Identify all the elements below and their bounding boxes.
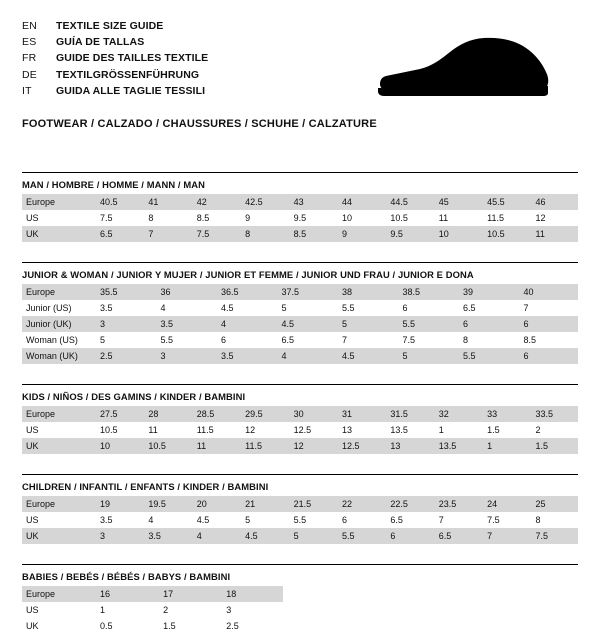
- cell: 41: [142, 194, 190, 210]
- language-title: TEXTILGRÖSSENFÜHRUNG: [56, 68, 200, 81]
- cell: 35.5: [94, 284, 155, 300]
- row-label: US: [22, 422, 94, 438]
- cell: 3: [94, 528, 142, 544]
- group-title-man: MAN / HOMBRE / HOMME / MANN / MAN: [22, 179, 205, 190]
- size-table-babies: [22, 586, 283, 634]
- cell: 25: [530, 496, 578, 512]
- language-row-fr: [22, 50, 208, 66]
- cell: 1: [433, 422, 481, 438]
- cell: 7: [433, 512, 481, 528]
- cell: 8.5: [288, 226, 336, 242]
- cell: 5: [288, 528, 336, 544]
- row-label: UK: [22, 618, 94, 634]
- group-divider: [22, 384, 578, 385]
- table-row: [22, 406, 578, 422]
- cell: 42.5: [239, 194, 287, 210]
- cell: 10.5: [384, 210, 432, 226]
- cell: 7: [518, 300, 579, 316]
- cell: 2.5: [94, 348, 155, 364]
- cell: 3.5: [142, 528, 190, 544]
- cell: 3: [220, 602, 283, 618]
- cell: 6: [518, 316, 579, 332]
- language-code: IT: [22, 84, 32, 97]
- cell: 40: [518, 284, 579, 300]
- cell: 3: [155, 348, 216, 364]
- cell: 5.5: [397, 316, 458, 332]
- cell: 4: [155, 300, 216, 316]
- size-table-kids: [22, 406, 578, 454]
- cell: 6: [518, 348, 579, 364]
- cell: 45: [433, 194, 481, 210]
- cell: 30: [288, 406, 336, 422]
- cell: 4: [276, 348, 337, 364]
- language-code: ES: [22, 36, 37, 49]
- cell: 8: [239, 226, 287, 242]
- cell: 11: [433, 210, 481, 226]
- cell: 1.5: [530, 438, 578, 454]
- row-label: Woman (UK): [22, 348, 94, 364]
- cell: 43: [288, 194, 336, 210]
- cell: 8: [530, 512, 578, 528]
- section-title-footwear: FOOTWEAR / CALZADO / CHAUSSURES / SCHUHE / CALZATURE: [22, 118, 377, 130]
- cell: 21.5: [288, 496, 336, 512]
- cell: 20: [191, 496, 239, 512]
- cell: 45.5: [481, 194, 529, 210]
- cell: 28.5: [191, 406, 239, 422]
- cell: 4.5: [215, 300, 276, 316]
- cell: 33.5: [530, 406, 578, 422]
- cell: 6.5: [433, 528, 481, 544]
- cell: 13: [336, 422, 384, 438]
- cell: 6.5: [94, 226, 142, 242]
- cell: 46: [530, 194, 578, 210]
- cell: 10: [336, 210, 384, 226]
- cell: 38: [336, 284, 397, 300]
- group-title-kids: KIDS / NIÑOS / DES GAMINS / KINDER / BAMBINI: [22, 391, 246, 402]
- cell: 42: [191, 194, 239, 210]
- table-row: [22, 618, 283, 634]
- cell: 5.5: [155, 332, 216, 348]
- cell: 21: [239, 496, 287, 512]
- table-row: [22, 284, 578, 300]
- cell: 5: [276, 300, 337, 316]
- cell: 7.5: [481, 512, 529, 528]
- size-table-man: [22, 194, 578, 242]
- cell: 4.5: [239, 528, 287, 544]
- cell: 10: [433, 226, 481, 242]
- cell: 19.5: [142, 496, 190, 512]
- row-label: Junior (UK): [22, 316, 94, 332]
- cell: 7.5: [191, 226, 239, 242]
- table-row: [22, 496, 578, 512]
- cell: 5: [336, 316, 397, 332]
- language-code: EN: [22, 20, 37, 32]
- cell: 27.5: [94, 406, 142, 422]
- group-divider: [22, 262, 578, 263]
- cell: 22.5: [384, 496, 432, 512]
- cell: 11: [142, 422, 190, 438]
- row-label: Europe: [22, 406, 94, 422]
- row-label: US: [22, 512, 94, 528]
- cell: 8.5: [191, 210, 239, 226]
- cell: 5.5: [457, 348, 518, 364]
- cell: 3.5: [155, 316, 216, 332]
- language-row-es: [22, 34, 208, 50]
- cell: 2.5: [220, 618, 283, 634]
- table-row: [22, 512, 578, 528]
- table-row: [22, 226, 578, 242]
- cell: 6.5: [384, 512, 432, 528]
- cell: 17: [157, 586, 220, 602]
- group-title-babies: BABIES / BEBÉS / BÉBÉS / BABYS / BAMBINI: [22, 571, 231, 582]
- cell: 12: [239, 422, 287, 438]
- cell: 1.5: [157, 618, 220, 634]
- cell: 11.5: [481, 210, 529, 226]
- row-label: UK: [22, 226, 94, 242]
- size-table-junior-woman: [22, 284, 578, 364]
- row-label: UK: [22, 438, 94, 454]
- cell: 33: [481, 406, 529, 422]
- cell: 6: [457, 316, 518, 332]
- cell: 10: [94, 438, 142, 454]
- cell: 5: [397, 348, 458, 364]
- group-divider: [22, 564, 578, 565]
- cell: 38.5: [397, 284, 458, 300]
- dress-shoe-icon: [374, 36, 550, 103]
- cell: 18: [220, 586, 283, 602]
- cell: 11.5: [239, 438, 287, 454]
- group-title-junior-woman: JUNIOR & WOMAN / JUNIOR Y MUJER / JUNIOR ET FEMME / JUNIOR UND FRAU / JUNIOR E DONA: [22, 269, 474, 280]
- cell: 2: [157, 602, 220, 618]
- table-row: [22, 194, 578, 210]
- group-children: [22, 474, 578, 544]
- cell: 28: [142, 406, 190, 422]
- cell: 5.5: [336, 300, 397, 316]
- language-title: TEXTILE SIZE GUIDE: [56, 20, 164, 32]
- row-label: US: [22, 210, 94, 226]
- cell: 3: [94, 316, 155, 332]
- cell: 5: [239, 512, 287, 528]
- group-man: [22, 172, 578, 242]
- cell: 39: [457, 284, 518, 300]
- language-code: DE: [22, 68, 37, 81]
- cell: 11.5: [191, 422, 239, 438]
- cell: 32: [433, 406, 481, 422]
- cell: 7: [142, 226, 190, 242]
- cell: 10.5: [142, 438, 190, 454]
- cell: 40.5: [94, 194, 142, 210]
- cell: 2: [530, 422, 578, 438]
- cell: 4.5: [336, 348, 397, 364]
- language-title-list: [22, 18, 208, 99]
- row-label: Woman (US): [22, 332, 94, 348]
- row-label: Junior (US): [22, 300, 94, 316]
- cell: 9: [239, 210, 287, 226]
- language-row-en: [22, 18, 208, 34]
- cell: 5: [94, 332, 155, 348]
- group-babies: [22, 564, 578, 634]
- cell: 29.5: [239, 406, 287, 422]
- group-junior-woman: [22, 262, 578, 364]
- size-table-children: [22, 496, 578, 544]
- cell: 8: [142, 210, 190, 226]
- row-label: Europe: [22, 194, 94, 210]
- cell: 3.5: [215, 348, 276, 364]
- header: [22, 18, 578, 103]
- cell: 4.5: [276, 316, 337, 332]
- cell: 10.5: [481, 226, 529, 242]
- table-row: [22, 422, 578, 438]
- cell: 9: [336, 226, 384, 242]
- cell: 12: [530, 210, 578, 226]
- cell: 6: [336, 512, 384, 528]
- cell: 37.5: [276, 284, 337, 300]
- table-row: [22, 210, 578, 226]
- cell: 3.5: [94, 300, 155, 316]
- cell: 3.5: [94, 512, 142, 528]
- cell: 7.5: [94, 210, 142, 226]
- table-row: [22, 528, 578, 544]
- language-row-de: [22, 67, 208, 83]
- cell: 8: [457, 332, 518, 348]
- cell: 6.5: [276, 332, 337, 348]
- cell: 22: [336, 496, 384, 512]
- cell: 6.5: [457, 300, 518, 316]
- cell: 5.5: [336, 528, 384, 544]
- cell: 12.5: [336, 438, 384, 454]
- cell: 31.5: [384, 406, 432, 422]
- cell: 36: [155, 284, 216, 300]
- table-row: [22, 316, 578, 332]
- cell: 1.5: [481, 422, 529, 438]
- cell: 44.5: [384, 194, 432, 210]
- language-title: GUIDA ALLE TAGLIE TESSILI: [56, 84, 206, 97]
- group-kids: [22, 384, 578, 454]
- table-row: [22, 438, 578, 454]
- cell: 10.5: [94, 422, 142, 438]
- cell: 9.5: [384, 226, 432, 242]
- cell: 12: [288, 438, 336, 454]
- cell: 23.5: [433, 496, 481, 512]
- cell: 11: [191, 438, 239, 454]
- row-label: Europe: [22, 586, 94, 602]
- cell: 1: [481, 438, 529, 454]
- table-row: [22, 300, 578, 316]
- cell: 6: [397, 300, 458, 316]
- cell: 4: [215, 316, 276, 332]
- cell: 31: [336, 406, 384, 422]
- cell: 13.5: [384, 422, 432, 438]
- cell: 44: [336, 194, 384, 210]
- cell: 12.5: [288, 422, 336, 438]
- cell: 9.5: [288, 210, 336, 226]
- language-code: FR: [22, 52, 37, 65]
- cell: 11: [530, 226, 578, 242]
- cell: 4: [142, 512, 190, 528]
- cell: 1: [94, 602, 157, 618]
- cell: 4: [191, 528, 239, 544]
- cell: 7.5: [397, 332, 458, 348]
- language-title: GUÍA DE TALLAS: [56, 36, 145, 49]
- cell: 7: [481, 528, 529, 544]
- group-divider: [22, 172, 578, 173]
- row-label: UK: [22, 528, 94, 544]
- cell: 0.5: [94, 618, 157, 634]
- row-label: Europe: [22, 496, 94, 512]
- group-divider: [22, 474, 578, 475]
- table-row: [22, 332, 578, 348]
- language-title: GUIDE DES TAILLES TEXTILE: [56, 52, 209, 65]
- cell: 6: [215, 332, 276, 348]
- group-title-children: CHILDREN / INFANTIL / ENFANTS / KINDER / BAMBINI: [22, 481, 269, 492]
- cell: 7.5: [530, 528, 578, 544]
- cell: 5.5: [288, 512, 336, 528]
- table-row: [22, 602, 283, 618]
- language-row-it: [22, 83, 208, 99]
- cell: 13: [384, 438, 432, 454]
- cell: 16: [94, 586, 157, 602]
- cell: 24: [481, 496, 529, 512]
- cell: 4.5: [191, 512, 239, 528]
- row-label: US: [22, 602, 94, 618]
- cell: 7: [336, 332, 397, 348]
- cell: 6: [384, 528, 432, 544]
- cell: 19: [94, 496, 142, 512]
- row-label: Europe: [22, 284, 94, 300]
- cell: 13.5: [433, 438, 481, 454]
- table-row: [22, 348, 578, 364]
- cell: 8.5: [518, 332, 579, 348]
- cell: 36.5: [215, 284, 276, 300]
